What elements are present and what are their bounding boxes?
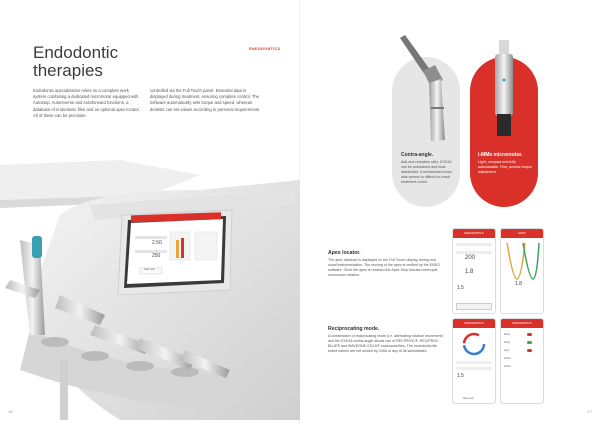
phone-value: 1.8 (515, 281, 522, 287)
section-tag: ENDODONTICS (249, 47, 281, 51)
contra-angle-image (395, 35, 455, 145)
micromotor-title: i-MMs micromotor. (478, 152, 523, 158)
title-line-2: therapies (33, 61, 103, 80)
settings-row: Apex (504, 349, 510, 352)
phone-value: 200 (465, 255, 476, 261)
page-number-left: 16 (8, 409, 13, 414)
apex-graph (503, 241, 541, 281)
phone-recip-screen (452, 318, 496, 404)
micromotor-image (486, 40, 522, 140)
apex-locator-title: Apex locator. (328, 250, 361, 256)
contra-angle-text: Anti-and reduction ratio, EXD16 can be autoclaved and heat-disinfected. A miniaturised head aids access to difficult-to-reach treatment zones. (401, 160, 452, 184)
micromotor-text: Light, compact and fully autoclavable. Fine, precise torque adjustment. (478, 160, 532, 174)
screen-value-2: 250 (152, 253, 161, 259)
phone-value: 1.8 (465, 269, 474, 275)
toggle-icon (527, 341, 532, 344)
contra-angle-title: Contra-angle. (401, 152, 434, 158)
phone-header: ENDODONTICS (453, 229, 495, 238)
toggle-icon (527, 349, 532, 352)
phone-header: ENDO (501, 229, 543, 238)
phone-settings-screen (500, 318, 544, 404)
screen-stop-button: Stop Lock (144, 268, 155, 271)
phone-value: 1.5 (457, 285, 464, 291)
intro-column-1: Endodontic specialization relies on a complete work system combining a dedicated micromotor equipped with Autostop, Autoreverse and Autoforward functions, a database of endodontic files and an optional apex locator. All of these can be precision- (33, 88, 140, 118)
page-title (33, 44, 193, 80)
phone-apex-screen (452, 228, 496, 314)
phone-header: ENDODONTICS (453, 319, 495, 328)
settings-row: Rotat (504, 341, 510, 344)
phone-stop-button: Stop Lock (463, 397, 474, 400)
settings-row: Reflex (504, 357, 511, 360)
screen-value-1: 2.50 (152, 240, 162, 246)
intro-column-2: controlled via the Full Touch panel. Essential data is displayed during treatment, ensuring complete control. The software automatically sets torque and speed, whereas dentists can set values according to personal requirements. (150, 88, 261, 112)
apex-locator-text: The apex distance is displayed on the Full Touch display during root canal instrumentation. The moving of the apex is verified by the ENDO software. Once the apex is reached the Apex Stop function interrupts micromotor rotation. (328, 258, 440, 277)
phone-header: ENDODONTICS (501, 319, 543, 328)
dial-icon (462, 332, 486, 356)
phone-value: 1.5 (457, 373, 464, 379)
settings-row: Reflex (504, 365, 511, 368)
screen-header: ENDODONTICS (189, 222, 207, 225)
page-number-right: 17 (587, 409, 592, 414)
settings-row: Mode (504, 333, 510, 336)
toggle-icon (527, 333, 532, 336)
phone-graph-screen (500, 228, 544, 314)
reciprocating-text: A combination of reciprocating mode (i.e. alternating rotation movement) and the EXD16 contra-angle allows use of RECIPROC®, RECIPROC BLUE® and WAVEONE GOLD® endocanal files. The endodontic file brand names are not owned by Cefla or any of its subsidiaries. (328, 334, 443, 353)
title-line-1: Endodontic (33, 43, 119, 62)
reciprocating-title: Reciprocating mode. (328, 326, 380, 332)
